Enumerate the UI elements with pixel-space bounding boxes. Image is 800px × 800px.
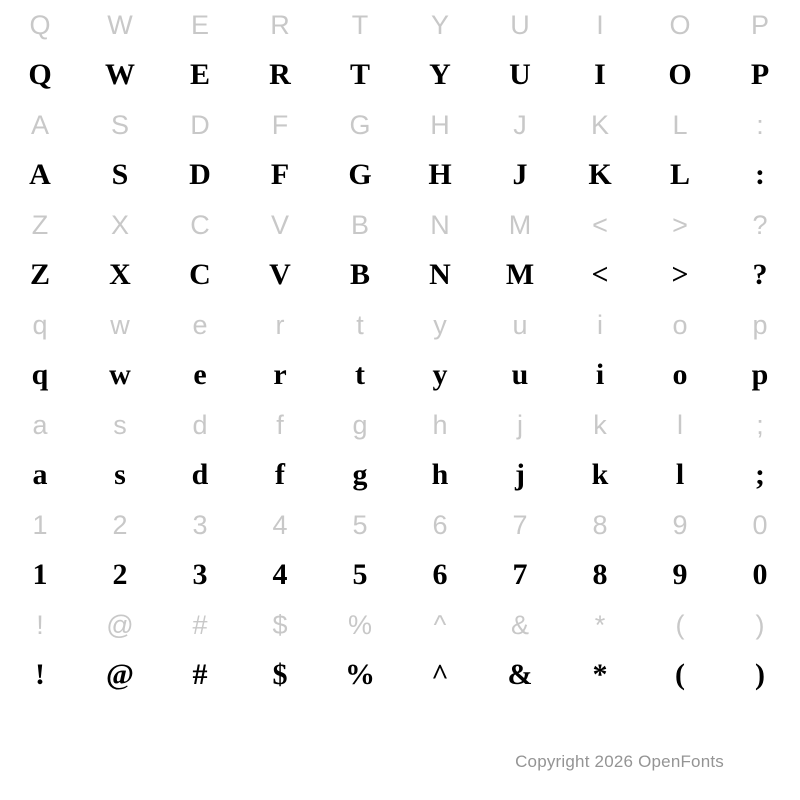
glyph-cell: 9 [672, 509, 688, 540]
glyph-cell: O [669, 9, 691, 40]
glyph-cell: ( [675, 609, 685, 640]
glyph-cell: 0 [752, 509, 768, 540]
glyph-cell: K [588, 158, 612, 191]
glyph-cell: o [672, 309, 688, 340]
glyph-cell: h [431, 458, 449, 491]
glyph-cell: Y [430, 9, 449, 40]
glyph-cell: 0 [752, 558, 768, 591]
footer [0, 752, 800, 772]
glyph-cell: S [110, 109, 129, 140]
glyph-cell: # [192, 658, 208, 691]
glyph-cell: d [192, 409, 208, 440]
glyph-cell: 6 [432, 509, 448, 540]
glyph-cell: 9 [672, 558, 688, 591]
glyph-cell: C [190, 209, 210, 240]
glyph-cell: > [671, 258, 689, 291]
glyph-cell: 5 [352, 558, 368, 591]
glyph-cell: W [107, 9, 133, 40]
glyph-row-specimen [0, 350, 800, 400]
glyph-cell: % [345, 658, 375, 691]
glyph-cell: & [507, 658, 533, 691]
glyph-cell: s [114, 458, 126, 491]
glyph-row-specimen [0, 650, 800, 700]
glyph-cell: t [355, 358, 365, 391]
glyph-row-specimen [0, 550, 800, 600]
glyph-cell: k [593, 409, 607, 440]
glyph-row-sample [0, 0, 800, 50]
glyph-cell: C [189, 258, 211, 291]
glyph-cell: S [111, 158, 129, 191]
glyph-cell: y [433, 309, 447, 340]
glyph-cell: j [517, 409, 523, 440]
glyph-cell: T [351, 9, 369, 40]
glyph-cell: t [356, 309, 364, 340]
glyph-cell: u [512, 309, 528, 340]
glyph-cell: H [430, 109, 450, 140]
glyph-cell: d [191, 458, 209, 491]
glyph-cell: ; [755, 458, 765, 491]
glyph-cell: R [269, 58, 291, 91]
glyph-cell: o [672, 358, 688, 391]
glyph-cell: A [29, 158, 51, 191]
glyph-cell: : [756, 109, 764, 140]
glyph-row-sample [0, 500, 800, 550]
glyph-cell: L [672, 109, 688, 140]
glyph-cell: ; [756, 409, 764, 440]
glyph-cell: @ [106, 609, 134, 640]
glyph-cell: L [669, 158, 690, 191]
glyph-cell: X [110, 209, 129, 240]
glyph-cell: Q [29, 9, 51, 40]
glyph-cell: r [275, 309, 285, 340]
glyph-cell: X [109, 258, 131, 291]
glyph-row-specimen [0, 450, 800, 500]
glyph-cell: E [189, 58, 210, 91]
glyph-cell: 5 [352, 509, 368, 540]
glyph-cell: : [755, 158, 765, 191]
glyph-cell: P [750, 9, 769, 40]
glyph-cell: g [352, 458, 368, 491]
glyph-cell: s [113, 409, 127, 440]
glyph-cell: U [510, 9, 530, 40]
glyph-cell: J [512, 158, 528, 191]
glyph-cell: T [349, 58, 370, 91]
glyph-cell: i [595, 358, 605, 391]
glyph-cell: 7 [512, 509, 528, 540]
glyph-cell: W [105, 58, 135, 91]
glyph-cell: a [32, 458, 48, 491]
glyph-cell: l [677, 409, 683, 440]
glyph-cell: $ [272, 609, 288, 640]
glyph-row-specimen [0, 150, 800, 200]
glyph-cell: 3 [192, 558, 208, 591]
glyph-cell: > [672, 209, 688, 240]
copyright-text: Copyright 2026 OpenFonts [515, 752, 724, 771]
glyph-cell: e [192, 309, 208, 340]
glyph-cell: f [275, 458, 285, 491]
glyph-cell: 6 [432, 558, 448, 591]
glyph-row-sample [0, 300, 800, 350]
glyph-cell: 3 [192, 509, 208, 540]
glyph-cell: Q [28, 58, 52, 91]
glyph-cell: q [32, 309, 48, 340]
glyph-cell: 1 [32, 509, 48, 540]
glyph-row-sample [0, 100, 800, 150]
glyph-cell: Z [29, 258, 50, 291]
glyph-cell: # [192, 609, 208, 640]
glyph-cell: G [348, 158, 372, 191]
glyph-cell: P [750, 58, 770, 91]
glyph-cell: B [350, 209, 369, 240]
glyph-cell: h [432, 409, 448, 440]
glyph-cell: F [271, 109, 289, 140]
glyph-cell: 1 [32, 558, 48, 591]
glyph-cell: F [270, 158, 290, 191]
glyph-row-sample [0, 400, 800, 450]
glyph-cell: y [432, 358, 448, 391]
glyph-cell: ^ [433, 609, 447, 640]
glyph-cell: u [511, 358, 529, 391]
glyph-cell: E [190, 9, 209, 40]
glyph-cell: H [428, 158, 452, 191]
glyph-cell: * [592, 658, 608, 691]
glyph-cell: D [189, 158, 211, 191]
glyph-cell: g [352, 409, 368, 440]
glyph-cell: 7 [512, 558, 528, 591]
glyph-cell: w [110, 309, 130, 340]
glyph-cell: A [30, 109, 49, 140]
glyph-row-sample [0, 600, 800, 650]
glyph-cell: i [597, 309, 603, 340]
glyph-row-sample [0, 200, 800, 250]
glyph-cell: R [270, 9, 290, 40]
glyph-cell: % [347, 609, 372, 640]
glyph-cell: & [510, 609, 529, 640]
glyph-cell: I [594, 58, 606, 91]
glyph-cell: e [193, 358, 207, 391]
glyph-cell: w [109, 358, 131, 391]
glyph-cell: p [752, 309, 768, 340]
glyph-cell: ? [752, 258, 768, 291]
glyph-cell: p [751, 358, 769, 391]
glyph-cell: r [273, 358, 287, 391]
glyph-cell: O [668, 58, 692, 91]
glyph-cell: $ [272, 658, 288, 691]
glyph-cell: q [31, 358, 49, 391]
glyph-cell: * [594, 609, 606, 640]
glyph-cell: B [349, 258, 370, 291]
glyph-cell: K [590, 109, 609, 140]
glyph-cell: G [349, 109, 371, 140]
glyph-cell: @ [106, 658, 134, 691]
glyph-cell: M [505, 258, 535, 291]
glyph-cell: 4 [272, 558, 288, 591]
glyph-cell: ! [36, 609, 44, 640]
glyph-cell: ? [752, 209, 768, 240]
glyph-cell: f [276, 409, 284, 440]
glyph-cell: J [513, 109, 527, 140]
glyph-cell: l [675, 458, 685, 491]
glyph-cell: Y [429, 58, 451, 91]
glyph-cell: 2 [112, 558, 128, 591]
glyph-cell: j [515, 458, 525, 491]
glyph-cell: ) [755, 658, 765, 691]
glyph-row-specimen [0, 250, 800, 300]
glyph-cell: < [592, 209, 608, 240]
glyph-cell: V [270, 209, 289, 240]
glyph-cell: D [190, 109, 210, 140]
glyph-cell: Z [31, 209, 49, 240]
glyph-cell: 2 [112, 509, 128, 540]
glyph-cell: I [596, 9, 604, 40]
glyph-cell: U [509, 58, 531, 91]
glyph-cell: V [269, 258, 291, 291]
glyph-cell: < [591, 258, 609, 291]
glyph-cell: N [430, 209, 450, 240]
glyph-cell: N [429, 258, 451, 291]
glyph-cell: ( [675, 658, 685, 691]
glyph-cell: 8 [592, 558, 608, 591]
glyph-cell: ! [35, 658, 45, 691]
glyph-cell: 4 [272, 509, 288, 540]
glyph-cell: ^ [431, 658, 449, 691]
glyph-cell: 8 [592, 509, 608, 540]
glyph-cell: M [508, 209, 532, 240]
glyph-cell: k [591, 458, 609, 491]
glyph-cell: ) [755, 609, 765, 640]
glyph-cell: a [32, 409, 48, 440]
glyph-row-specimen [0, 50, 800, 100]
